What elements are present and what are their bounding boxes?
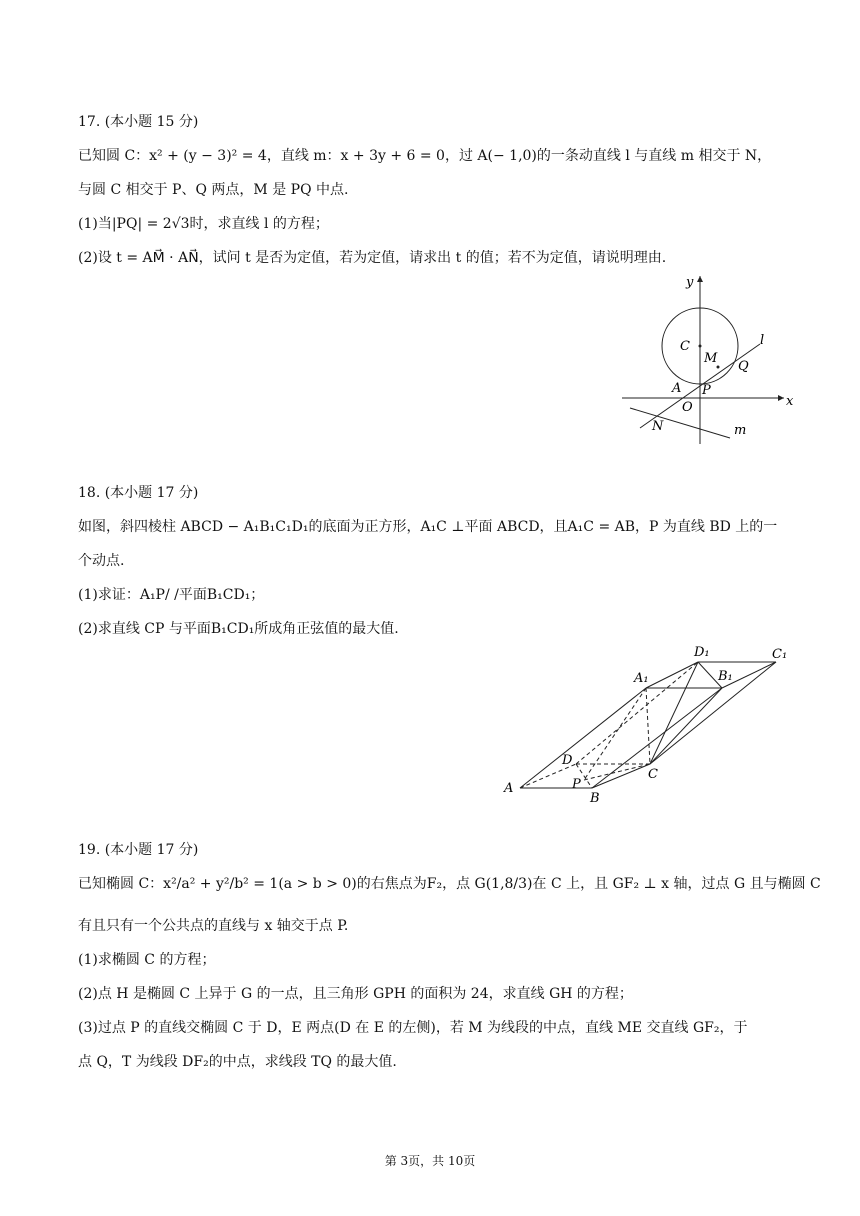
problem-18-figure [500, 640, 800, 810]
problem-19-header: 19. (本小题 17 分) [78, 842, 199, 858]
label-C: C [648, 767, 658, 782]
label-O: O [682, 400, 693, 415]
page-footer: 第 3页，共 10页 [384, 1154, 476, 1168]
problem-19-question3-line1: (3)过点 P 的直线交椭圆 C 于 D，E 两点(D 在 E 的左侧)，若 M 为线段的中点，直线 ME 交直线 GF₂，于 [78, 1020, 748, 1036]
problem-17-question1: (1)当|PQ| = 2√3时，求直线 l 的方程； [78, 216, 329, 232]
label-C: C [680, 339, 690, 354]
label-N: N [652, 419, 664, 434]
line-m [630, 408, 730, 438]
problem-19-line1-prefix: 已知椭圆 C： [78, 876, 164, 892]
problem-19-line1-equation: x²/a² + y²/b² = 1(a > b > 0)的右焦点为F₂，点 G(1,8/3)在 C 上，且 GF₂ ⊥ x 轴，过点 G 且与椭圆 C [163, 876, 821, 892]
label-m: m [734, 423, 747, 438]
label-B1: B₁ [718, 669, 733, 684]
label-l: l [760, 333, 765, 348]
problem-17-question2: (2)设 t = AM⃗ · AN⃗，试问 t 是否为定值，若为定值，请求出 t 的值；若不为定值，请说明理由. [78, 250, 667, 266]
problem-18-line1: 如图，斜四棱柱 ABCD − A₁B₁C₁D₁的底面为正方形，A₁C ⊥平面 ABCD，且A₁C = AB，P 为直线 BD 上的一 [78, 519, 778, 535]
problem-18-header: 18. (本小题 17 分) [78, 485, 199, 501]
label-D1: D₁ [694, 645, 710, 660]
problem-18-line2: 个动点. [78, 553, 125, 569]
problem-19-line2: 有且只有一个公共点的直线与 x 轴交于点 P. [78, 918, 349, 934]
problem-17-figure [600, 268, 800, 448]
label-B: B [590, 791, 600, 806]
label-y: y [686, 275, 694, 290]
label-A: A [504, 781, 514, 796]
problem-19-question2: (2)点 H 是椭圆 C 上异于 G 的一点，且三角形 GPH 的面积为 24，求直线 GH 的方程； [78, 986, 633, 1002]
label-A1: A₁ [634, 671, 649, 686]
label-P: P [572, 777, 581, 792]
label-P: P [702, 383, 711, 398]
problem-18-question1: (1)求证：A₁P/ /平面B₁CD₁； [78, 587, 265, 603]
label-x: x [786, 394, 794, 409]
problem-18-question2: (2)求直线 CP 与平面B₁CD₁所成角正弦值的最大值. [78, 621, 399, 637]
label-Q: Q [738, 359, 749, 374]
label-D: D [562, 753, 573, 768]
label-A: A [672, 381, 682, 396]
problem-17-line2: 与圆 C 相交于 P、Q 两点，M 是 PQ 中点. [78, 182, 349, 198]
problem-19-line1 [78, 874, 821, 894]
problem-19-question3-line2: 点 Q，T 为线段 DF₂的中点，求线段 TQ 的最大值. [78, 1054, 397, 1070]
problem-17-line1: 已知圆 C：x² + (y − 3)² = 4，直线 m：x + 3y + 6 = 0，过 A(− 1,0)的一条动直线 l 与直线 m 相交于 N， [78, 148, 772, 164]
problem-17-header: 17. (本小题 15 分) [78, 114, 199, 130]
label-C1: C₁ [772, 647, 788, 662]
label-M: M [704, 351, 718, 366]
problem-19-question1: (1)求椭圆 C 的方程； [78, 952, 216, 968]
